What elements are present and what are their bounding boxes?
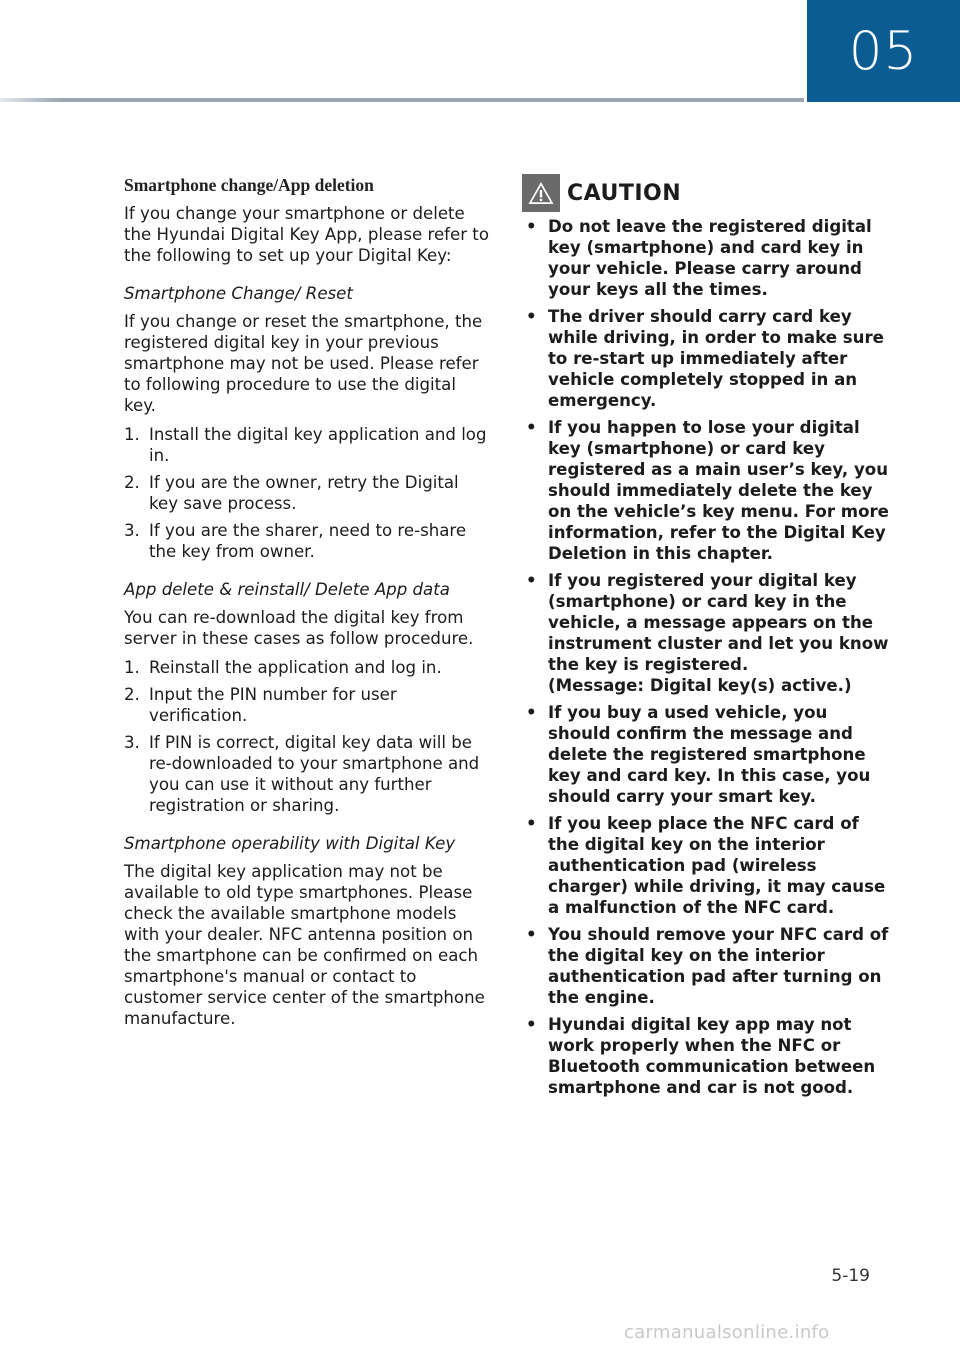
steps-list	[124, 657, 489, 816]
step-item	[124, 684, 489, 726]
page-number: 5-19	[831, 1266, 870, 1286]
bullet-marker: •	[526, 571, 537, 590]
subhead-app-delete: App delete & reinstall/ Delete App data	[124, 580, 450, 599]
caution-item	[522, 570, 892, 696]
steps-list	[124, 424, 489, 562]
step-text: Input the PIN number for user verification.	[149, 685, 397, 725]
step-number: 1.	[124, 658, 140, 677]
step-number: 3.	[124, 733, 140, 752]
header-rule	[0, 98, 804, 102]
step-number: 1.	[124, 425, 140, 444]
section-operability	[124, 833, 489, 1029]
section-smartphone-change	[124, 283, 489, 562]
bullet-marker: •	[526, 925, 537, 944]
left-column	[124, 174, 489, 1037]
bullet-marker: •	[526, 217, 537, 236]
caution-item	[522, 702, 892, 807]
bullet-marker: •	[526, 814, 537, 833]
watermark: carmanualsonline.info	[624, 1322, 830, 1343]
paragraph-app-delete: You can re-download the digital key from server in these cases as follow procedure.	[124, 608, 474, 648]
paragraph-operability: The digital key application may not be available to old type smartphones. Please check the available smartphone models with your dealer. NFC antenna position on the smartphone can be confirmed on each smartphone's manual or contact to customer service center of the smartphone manufacture.	[124, 862, 485, 1028]
step-number: 2.	[124, 685, 140, 704]
step-text: If PIN is correct, digital key data will be re-downloaded to your smartphone and you can use it without any further registration or sharing.	[149, 733, 480, 815]
caution-text: The driver should carry card key while driving, in order to make sure to re-start up immediately after vehicle completely stopped in an emergency.	[548, 307, 884, 410]
caution-header	[522, 174, 892, 212]
paragraph-smartphone-change: If you change or reset the smartphone, the registered digital key in your previous smartphone may not be used. Please refer to following procedure to use the digital key.	[124, 312, 483, 415]
step-item	[124, 424, 489, 466]
step-item	[124, 657, 489, 678]
section-title: Smartphone change/App deletion	[124, 175, 374, 195]
step-text: Reinstall the application and log in.	[149, 658, 442, 677]
section-app-delete	[124, 579, 489, 816]
bullet-marker: •	[526, 1015, 537, 1034]
caution-text: If you buy a used vehicle, you should confirm the message and delete the registered smartphone key and card key. In this case, you should carry your smart key.	[548, 703, 871, 806]
caution-title: CAUTION	[567, 180, 682, 206]
caution-text: If you happen to lose your digital key (smartphone) or card key registered as a main user’s key, you should immediately delete the key on the vehicle’s key menu. For more information, refer to the Digital Key Deletion in this chapter.	[548, 418, 889, 563]
caution-text: Hyundai digital key app may not work properly when the NFC or Bluetooth communication between smartphone and car is not good.	[548, 1015, 876, 1097]
step-item	[124, 732, 489, 816]
chapter-tab	[807, 0, 960, 102]
step-text: Install the digital key application and log in.	[149, 425, 487, 465]
caution-item	[522, 1014, 892, 1098]
warning-triangle-icon	[522, 174, 560, 212]
bullet-marker: •	[526, 418, 537, 437]
bullet-marker: •	[526, 703, 537, 722]
bullet-marker: •	[526, 307, 537, 326]
caution-text: If you registered your digital key (smartphone) or card key in the vehicle, a message appears on the instrument cluster and let you know the key is registered. (Message: Digital key(s) active.)	[548, 571, 889, 695]
step-item	[124, 472, 489, 514]
step-number: 2.	[124, 473, 140, 492]
caution-panel	[522, 174, 892, 1104]
step-number: 3.	[124, 521, 140, 540]
intro-paragraph: If you change your smartphone or delete the Hyundai Digital Key App, please refer to the following to set up your Digital Key:	[124, 204, 489, 265]
step-item	[124, 520, 489, 562]
caution-item	[522, 813, 892, 918]
caution-list	[522, 216, 892, 1098]
subhead-smartphone-change: Smartphone Change/ Reset	[124, 284, 353, 303]
step-text: If you are the sharer, need to re-share the key from owner.	[149, 521, 467, 561]
step-text: If you are the owner, retry the Digital key save process.	[149, 473, 459, 513]
caution-text: You should remove your NFC card of the digital key on the interior authentication pad after turning on the engine.	[548, 925, 889, 1007]
chapter-number: 05	[848, 20, 919, 82]
caution-text: Do not leave the registered digital key (smartphone) and card key in your vehicle. Please carry around your keys all the times.	[548, 217, 872, 299]
subhead-operability: Smartphone operability with Digital Key	[124, 834, 456, 853]
caution-item	[522, 216, 892, 300]
caution-item	[522, 306, 892, 411]
caution-text: If you keep place the NFC card of the digital key on the interior authentication pad (wireless charger) while driving, it may cause a malfunction of the NFC card.	[548, 814, 886, 917]
caution-item	[522, 924, 892, 1008]
caution-item	[522, 417, 892, 564]
